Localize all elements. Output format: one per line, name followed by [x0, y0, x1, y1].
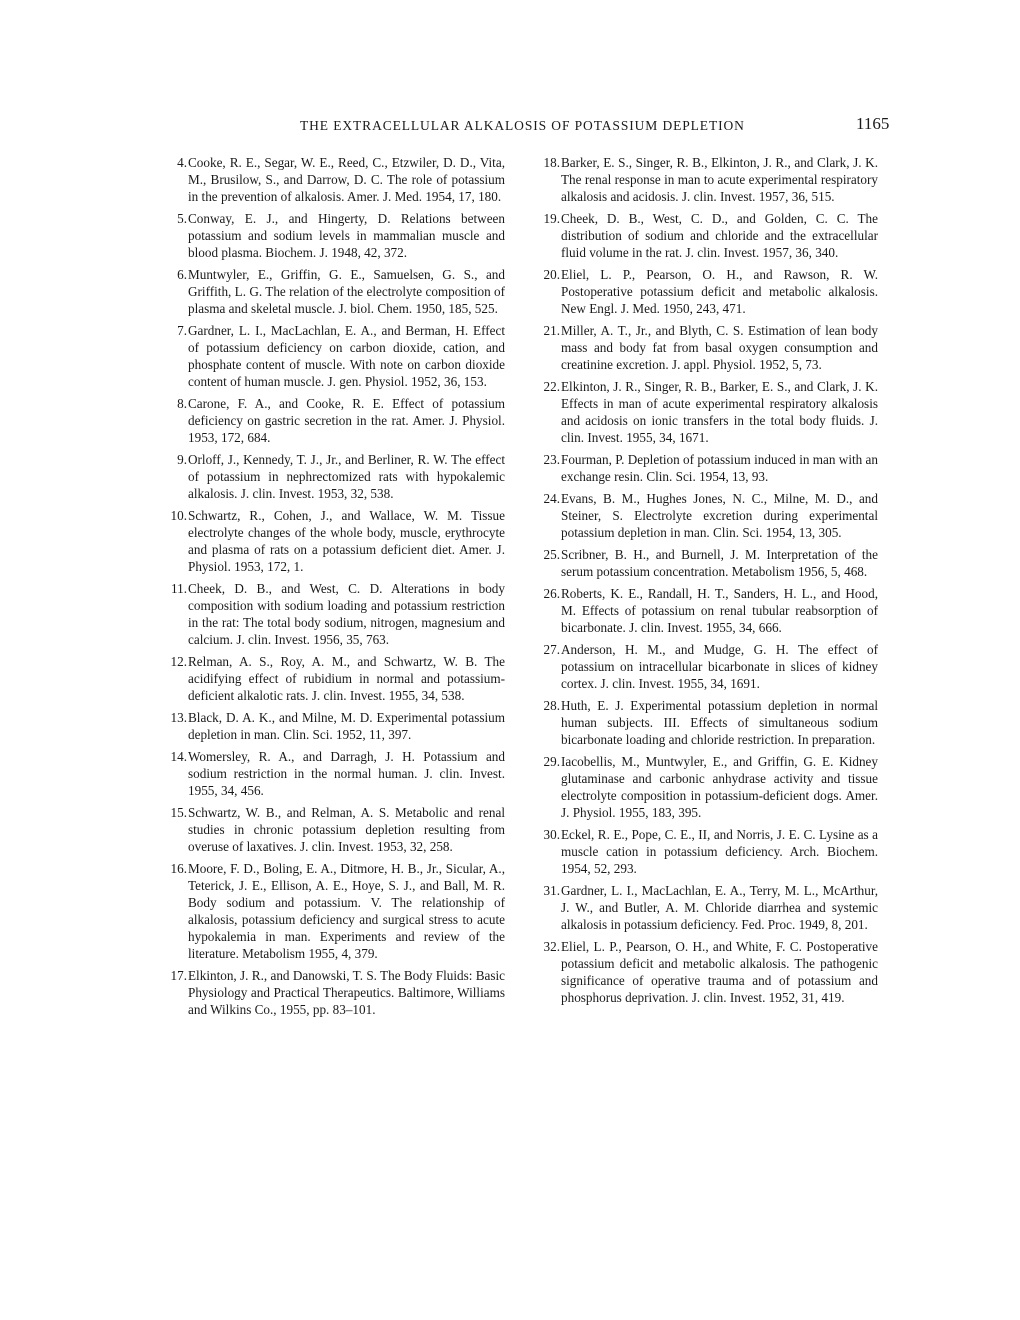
reference-number: 11.: [171, 581, 187, 596]
reference-text: Elkinton, J. R., and Danowski, T. S. The Body Fluids: Basic Physiology and Practical Therapeutics. Baltimore, Williams and Wilkins Co., 1955, pp. 83–101.: [188, 968, 505, 1017]
reference-item: [541, 641, 878, 692]
reference-item: [168, 967, 505, 1018]
reference-item: [541, 938, 878, 1006]
reference-number: 29.: [543, 754, 560, 769]
reference-item: [541, 451, 878, 485]
reference-text: Eliel, L. P., Pearson, O. H., and Rawson, R. W. Postoperative potassium deficit and metabolic alkalosis. New Engl. J. Med. 1950, 243, 471.: [561, 267, 878, 316]
reference-number: 30.: [543, 827, 560, 842]
reference-item: [168, 580, 505, 648]
reference-item: [541, 882, 878, 933]
reference-item: [168, 709, 505, 743]
reference-number: 6.: [177, 267, 187, 282]
references-left-column: [168, 154, 505, 1023]
reference-number: 28.: [543, 698, 560, 713]
reference-item: [168, 804, 505, 855]
reference-text: Barker, E. S., Singer, R. B., Elkinton, J. R., and Clark, J. K. The renal response in man to acute experimental respiratory alkalosis and acidosis. J. clin. Invest. 1957, 36, 515.: [561, 155, 878, 204]
reference-item: [541, 826, 878, 877]
reference-text: Carone, F. A., and Cooke, R. E. Effect of potassium deficiency on gastric secretion in the rat. Amer. J. Physiol. 1953, 172, 684.: [188, 396, 505, 445]
reference-number: 9.: [177, 452, 187, 467]
reference-text: Eliel, L. P., Pearson, O. H., and White, F. C. Postoperative potassium deficit and metabolic alkalosis. The pathogenic significance of operative trauma and of potassium and phosphorus deprivation. J. clin. Invest. 1952, 31, 419.: [561, 939, 878, 1005]
reference-number: 14.: [170, 749, 187, 764]
reference-item: [168, 322, 505, 390]
reference-item: [541, 210, 878, 261]
reference-number: 18.: [543, 155, 560, 170]
reference-text: Elkinton, J. R., Singer, R. B., Barker, E. S., and Clark, J. K. Effects in man of acute experimental respiratory alkalosis and acidosis on ionic transfers in the total body fluids. J. clin. Invest. 1955, 34, 1671.: [561, 379, 878, 445]
reference-number: 25.: [543, 547, 560, 562]
reference-number: 7.: [177, 323, 187, 338]
reference-text: Orloff, J., Kennedy, T. J., Jr., and Berliner, R. W. The effect of potassium in nephrectomized rats with hypokalemic alkalosis. J. clin. Invest. 1953, 32, 538.: [188, 452, 505, 501]
reference-number: 26.: [543, 586, 560, 601]
reference-item: [541, 585, 878, 636]
reference-text: Iacobellis, M., Muntwyler, E., and Griffin, G. E. Kidney glutaminase and carbonic anhydrase activity and tissue electrolyte composition in potassium-deficient dogs. Amer. J. Physiol. 1955, 183, 395.: [561, 754, 878, 820]
reference-item: [168, 507, 505, 575]
reference-text: Muntwyler, E., Griffin, G. E., Samuelsen, G. S., and Griffith, L. G. The relation of the electrolyte composition of plasma and skeletal muscle. J. biol. Chem. 1950, 185, 525.: [188, 267, 505, 316]
running-header: THE EXTRACELLULAR ALKALOSIS OF POTASSIUM DEPLETION: [300, 118, 745, 133]
reference-number: 13.: [170, 710, 187, 725]
reference-number: 15.: [170, 805, 187, 820]
reference-item: [168, 154, 505, 205]
reference-item: [541, 154, 878, 205]
page-number: 1165: [856, 114, 890, 133]
reference-item: [168, 266, 505, 317]
reference-number: 8.: [177, 396, 187, 411]
reference-item: [541, 753, 878, 821]
reference-item: [168, 860, 505, 962]
reference-text: Cooke, R. E., Segar, W. E., Reed, C., Etzwiler, D. D., Vita, M., Brusilow, S., and Darrow, D. C. The role of potassium in the prevention of alkalosis. Amer. J. Med. 1954, 17, 180.: [188, 155, 505, 204]
reference-text: Fourman, P. Depletion of potassium induced in man with an exchange resin. Clin. Sci. 1954, 13, 93.: [561, 452, 878, 484]
reference-text: Eckel, R. E., Pope, C. E., II, and Norris, J. E. C. Lysine as a muscle cation in potassium deficiency. Arch. Biochem. 1954, 52, 293.: [561, 827, 878, 876]
reference-item: [168, 210, 505, 261]
reference-number: 5.: [177, 211, 187, 226]
reference-item: [541, 546, 878, 580]
reference-item: [541, 266, 878, 317]
reference-number: 27.: [543, 642, 560, 657]
reference-text: Schwartz, W. B., and Relman, A. S. Metabolic and renal studies in chronic potassium depletion resulting from overuse of laxatives. J. clin. Invest. 1953, 32, 258.: [188, 805, 505, 854]
reference-number: 17.: [170, 968, 187, 983]
reference-item: [168, 451, 505, 502]
reference-item: [168, 748, 505, 799]
reference-text: Black, D. A. K., and Milne, M. D. Experimental potassium depletion in man. Clin. Sci. 1952, 11, 397.: [188, 710, 505, 742]
reference-number: 19.: [543, 211, 560, 226]
reference-item: [541, 490, 878, 541]
reference-text: Schwartz, R., Cohen, J., and Wallace, W. M. Tissue electrolyte changes of the whole body, muscle, erythrocyte and plasma of rats on a potassium deficient diet. Amer. J. Physiol. 1953, 172, 1.: [188, 508, 505, 574]
reference-number: 21.: [543, 323, 560, 338]
reference-text: Roberts, K. E., Randall, H. T., Sanders, H. L., and Hood, M. Effects of potassium on renal tubular reabsorption of bicarbonate. J. clin. Invest. 1955, 34, 666.: [561, 586, 878, 635]
reference-number: 31.: [543, 883, 560, 898]
reference-text: Relman, A. S., Roy, A. M., and Schwartz, W. B. The acidifying effect of rubidium in normal and potassium-deficient alkalotic rats. J. clin. Invest. 1955, 34, 538.: [188, 654, 505, 703]
reference-text: Huth, E. J. Experimental potassium depletion in normal human subjects. III. Effects of simultaneous sodium bicarbonate loading and chloride restriction. In preparation.: [561, 698, 878, 747]
reference-text: Anderson, H. M., and Mudge, G. H. The effect of potassium on intracellular bicarbonate in slices of kidney cortex. J. clin. Invest. 1955, 34, 1691.: [561, 642, 878, 691]
reference-number: 12.: [170, 654, 187, 669]
reference-item: [168, 395, 505, 446]
reference-text: Miller, A. T., Jr., and Blyth, C. S. Estimation of lean body mass and body fat from basal oxygen consumption and creatinine excretion. J. appl. Physiol. 1952, 5, 73.: [561, 323, 878, 372]
reference-number: 22.: [543, 379, 560, 394]
reference-number: 16.: [170, 861, 187, 876]
reference-text: Conway, E. J., and Hingerty, D. Relations between potassium and sodium levels in mammalian muscle and blood plasma. Biochem. J. 1948, 42, 372.: [188, 211, 505, 260]
reference-text: Cheek, D. B., West, C. D., and Golden, C. C. The distribution of sodium and chloride and the extracellular fluid volume in the rat. J. clin. Invest. 1957, 36, 340.: [561, 211, 878, 260]
reference-number: 10.: [170, 508, 187, 523]
reference-text: Scribner, B. H., and Burnell, J. M. Interpretation of the serum potassium concentration. Metabolism 1956, 5, 468.: [561, 547, 878, 579]
reference-item: [541, 322, 878, 373]
reference-text: Evans, B. M., Hughes Jones, N. C., Milne, M. D., and Steiner, S. Electrolyte excretion during experimental potassium depletion in man. Clin. Sci. 1954, 13, 305.: [561, 491, 878, 540]
reference-text: Womersley, R. A., and Darragh, J. H. Potassium and sodium restriction in the normal human. J. clin. Invest. 1955, 34, 456.: [188, 749, 505, 798]
reference-text: Cheek, D. B., and West, C. D. Alterations in body composition with sodium loading and potassium restriction in the rat: The total body sodium, nitrogen, magnesium and calcium. J. clin. Invest. 1956, 35, 763.: [188, 581, 505, 647]
reference-item: [541, 697, 878, 748]
reference-number: 20.: [543, 267, 560, 282]
references-right-column: [541, 154, 878, 1011]
reference-text: Gardner, L. I., MacLachlan, E. A., and Berman, H. Effect of potassium deficiency on carbon dioxide, cation, and phosphate content of muscle. With note on carbon dioxide content of human muscle. J. gen. Physiol. 1952, 36, 153.: [188, 323, 505, 389]
reference-text: Gardner, L. I., MacLachlan, E. A., Terry, M. L., McArthur, J. W., and Butler, A. M. Chloride diarrhea and systemic alkalosis in potassium deficiency. Fed. Proc. 1949, 8, 201.: [561, 883, 878, 932]
reference-number: 24.: [543, 491, 560, 506]
reference-number: 23.: [543, 452, 560, 467]
reference-text: Moore, F. D., Boling, E. A., Ditmore, H. B., Jr., Sicular, A., Teterick, J. E., Ellison, A. E., Hoye, S. J., and Ball, M. R. Body sodium and potassium. V. The relationship of alkalosis, potassium deficiency and surgical stress to acute hypokalemia in man. Experiments and review of the literature. Metabolism 1955, 4, 379.: [188, 861, 505, 961]
reference-number: 32.: [543, 939, 560, 954]
reference-number: 4.: [177, 155, 187, 170]
reference-item: [541, 378, 878, 446]
reference-item: [168, 653, 505, 704]
